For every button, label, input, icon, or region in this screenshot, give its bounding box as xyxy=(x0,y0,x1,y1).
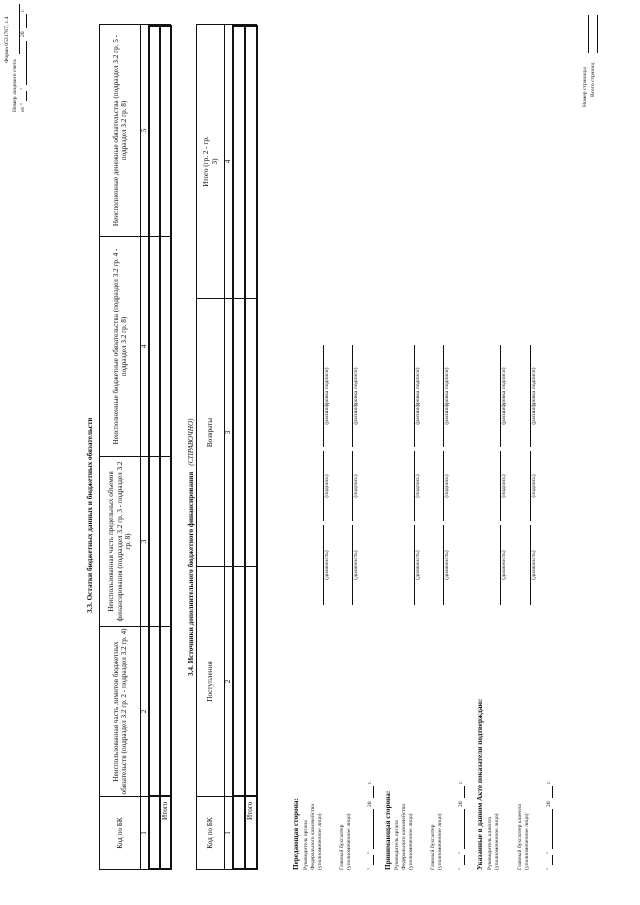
transferring-accountant-line-1: Главный бухгалтер xyxy=(339,824,345,870)
rotated-form: Форма 0531767, с.4 Номер лицевого счета от " " 20 г. 3.3. Остатки бюджетных данных и бюджетных обязательств Код по БК Неиспользованная часть лимитов бюджетных обязательств (подраздел 3.2 гр. 2 - подраздел 3.2 гр. 4) Неиспользованная часть предельных объемов финансирования (подраздел 3.2 гр. 3 - подраздел 3.2 гр. 8) Неисполненные бюджетные обязательства (подраздел 3.2 гр. 4 - подраздел 3.2 гр. 8) Неисполненные денежные обязательства (подраздел 3.2 гр. 5 - подраздел 3.2 гр. 8) 1 2 3 4 5 Итого 3.4. Источники дополнительного бюджетного финансирования (СПРАВОЧНО) Код по БК Поступления Возвраты Итого (гр. 2 - гр. 3) 1 2 3 4 Итого Передающая сторона: Руководитель органа Федерального казначейства (уполномоченное лицо) (должность) (подпись) (расшифровка подписи) Главный бухгалтер (уполномоченное лицо) (должность) (подпись) (расшифровка подписи) " " 20 г. Принимающая сторона: Руководитель органа Федерального казначейства (уполномоченное лицо) (должность) (подпись) (расшифровка подписи) Главный бухгалтер (уполномоченное лицо) (должность) (подпись) (расшифровка подписи) " " 20 г. Указанные в данном Акте показатели подтверждаю: Руководитель клиента (уполномоченное лицо) (должность) (подпись) (расшифровка подписи) Главный бухгалтер клиента (уполномоченное лицо) (должность) (подпись) (расшифровка подписи) " " 20 г. Номер страницы Всего страниц xyxy=(4,8,596,870)
transferring-title: Передающая сторона: xyxy=(292,798,300,870)
receiving-title: Принимающая сторона: xyxy=(384,790,392,870)
col-number-1: 1 xyxy=(140,831,148,835)
col-number-4: 4 xyxy=(140,344,148,349)
confirming-title: Указанные в данном Акте показатели подтверждаю: xyxy=(476,698,484,870)
section-3-4-note: (СПРАВОЧНО) xyxy=(187,418,195,466)
section-3-4-total-label: Итого xyxy=(246,801,254,820)
caption-decoding: (расшифровка подписи) xyxy=(324,367,330,425)
transferring-head-line-1: Руководитель органа xyxy=(303,820,309,870)
col-number-1b: 1 xyxy=(224,831,232,835)
total-pages-field xyxy=(597,15,598,53)
col-number-3b: 3 xyxy=(224,430,232,435)
account-year-suffix: г. xyxy=(20,8,26,12)
transferring-head-line-3: (уполномоченное лицо) xyxy=(317,813,323,870)
section-3-3-total-label: Итого xyxy=(161,801,169,820)
caption-signature: (подпись) xyxy=(324,474,330,498)
col-header-unfulfilled-budget: Неисполненные бюджетные обязательства (подраздел 3.2 гр. 4 - подраздел 3.2 гр. 8) xyxy=(111,248,128,445)
transferring-head-line-2: Федерального казначейства xyxy=(310,804,316,870)
col-number-5: 5 xyxy=(140,128,148,133)
caption-position: (должность) xyxy=(324,550,330,580)
col-number-2: 2 xyxy=(140,709,148,714)
col-header-unused-limits: Неиспользованная часть лимитов бюджетных обязательств (подраздел 3.2 гр. 2 - подраздел 3.2 гр. 4) xyxy=(111,628,128,795)
col-header-receipts: Поступления xyxy=(206,661,215,702)
col-header-total: Итого (гр. 2 - гр. 3) xyxy=(202,136,219,187)
account-year-prefix: 20 xyxy=(20,31,26,37)
account-date-day-field xyxy=(26,91,27,101)
account-date-month-field xyxy=(26,41,27,85)
total-pages-label: Всего страниц xyxy=(590,62,596,97)
transferring-date-open: " xyxy=(367,867,373,870)
account-year-field xyxy=(26,14,27,28)
col-number-2b: 2 xyxy=(224,679,232,684)
col-header-unused-financing: Неиспользованная часть предельных объемов финансирования (подраздел 3.2 гр. 3 - подраздел 3.2 гр. 8) xyxy=(107,461,133,622)
col-number-3: 3 xyxy=(140,539,148,544)
col-header-returns: Возвраты xyxy=(206,417,215,448)
page-number-label: Номер страницы xyxy=(582,67,588,107)
col-number-4b: 4 xyxy=(224,159,232,164)
account-date-quote: " xyxy=(20,87,26,90)
col-header-unfulfilled-monetary: Неисполненные денежные обязательства (подраздел 3.2 гр. 5 - подраздел 3.2 гр. 8) xyxy=(111,34,128,227)
page-number-field xyxy=(588,15,589,53)
transferring-accountant-line-2: (уполномоченное лицо) xyxy=(346,813,352,870)
form-code: Форма 0531767, с.4 xyxy=(4,16,10,63)
account-number-label: Номер лицевого счета xyxy=(12,59,18,112)
account-date-prefix: от " xyxy=(20,103,26,112)
section-3-4-title: 3.4. Источники дополнительного бюджетного финансирования xyxy=(187,471,195,676)
col-header-kbk: Код по БК xyxy=(115,817,124,849)
section-3-3-title: 3.3. Остатки бюджетных данных и бюджетных обязательств xyxy=(86,417,94,613)
col-header-kbk-2: Код по БК xyxy=(206,817,215,849)
